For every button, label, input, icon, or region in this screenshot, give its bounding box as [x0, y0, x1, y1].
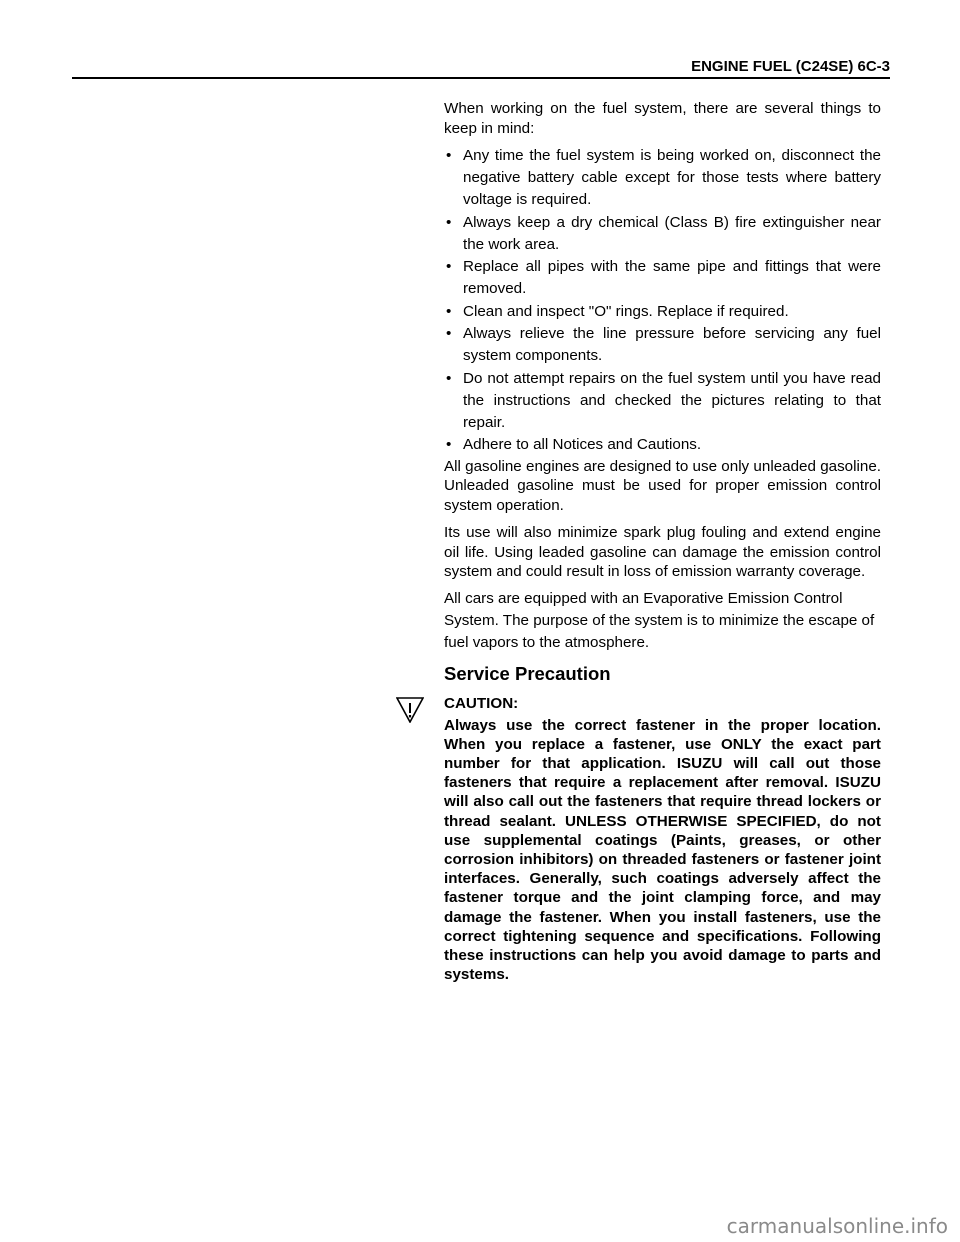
- list-item-text: Always relieve the line pressure before servicing any fuel system components.: [463, 325, 881, 364]
- precaution-list: [444, 145, 881, 456]
- list-item: [444, 301, 881, 323]
- page-header: ENGINE FUEL (C24SE) 6C-3: [691, 58, 890, 75]
- list-item-text: Adhere to all Notices and Cautions.: [463, 436, 702, 453]
- list-item: [444, 145, 881, 211]
- list-item-text: Any time the fuel system is being worked on, disconnect the negative battery cable except for those tests where battery voltage is required.: [463, 147, 881, 208]
- leaded-paragraph: Its use will also minimize spark plug fouling and extend engine oil life. Using leaded gasoline can damage the emission control system and could result in loss of emission warranty coverage.: [444, 524, 881, 580]
- bullet-icon: •: [446, 213, 452, 231]
- list-item-text: Replace all pipes with the same pipe and fittings that were removed.: [463, 258, 881, 297]
- list-item-text: Always keep a dry chemical (Class B) fire extinguisher near the work area.: [463, 213, 881, 253]
- list-item-text: Clean and inspect "O" rings. Replace if required.: [463, 302, 789, 320]
- list-item: [444, 434, 881, 456]
- content-column: [444, 99, 881, 984]
- caution-text: Always use the correct fastener in the proper location. When you replace a fastener, use ONLY the exact part number for that application. ISUZU will call out those fasteners that require a replacement after removal. ISUZU will also call out the fasteners that require thread lockers or thread sealant. UNLESS OTHERWISE SPECIFIED, do not use supplemental coatings (Paints, greases, or other corrosion inhibitors) on threaded fasteners or fastener joint interfaces. Generally, such coatings adversely affect the fastener torque and the joint clamping force, and may damage the fastener. When you install fasteners, use the correct tightening sequence and specifications. Following these instructions can help you avoid damage to parts and systems.: [444, 716, 881, 984]
- bullet-icon: •: [446, 436, 452, 453]
- watermark: carmanualsonline.info: [726, 1214, 948, 1238]
- list-item: [444, 256, 881, 300]
- caution-block: [444, 693, 881, 985]
- list-item-text: Do not attempt repairs on the fuel system until you have read the instructions and checked the pictures relating to that repair.: [463, 369, 881, 431]
- bullet-icon: •: [446, 369, 452, 387]
- gasoline-paragraph: All gasoline engines are designed to use only unleaded gasoline. Unleaded gasoline must be used for proper emission control system operation.: [444, 457, 881, 514]
- list-item: [444, 368, 881, 434]
- list-item: [444, 212, 881, 256]
- evap-paragraph: All cars are equipped with an Evaporative Emission Control System. The purpose of the system is to minimize the escape of fuel vapors to the atmosphere.: [444, 589, 875, 651]
- bullet-icon: •: [446, 325, 452, 342]
- section-title: Service Precaution: [444, 662, 611, 684]
- warning-triangle-icon: [396, 697, 424, 723]
- bullet-icon: •: [446, 302, 452, 320]
- intro-paragraph: When working on the fuel system, there are several things to keep in mind:: [444, 100, 881, 137]
- caution-label: CAUTION:: [444, 694, 519, 712]
- list-item: [444, 323, 881, 367]
- bullet-icon: •: [446, 147, 452, 164]
- header-rule: [72, 77, 890, 79]
- bullet-icon: •: [446, 258, 452, 275]
